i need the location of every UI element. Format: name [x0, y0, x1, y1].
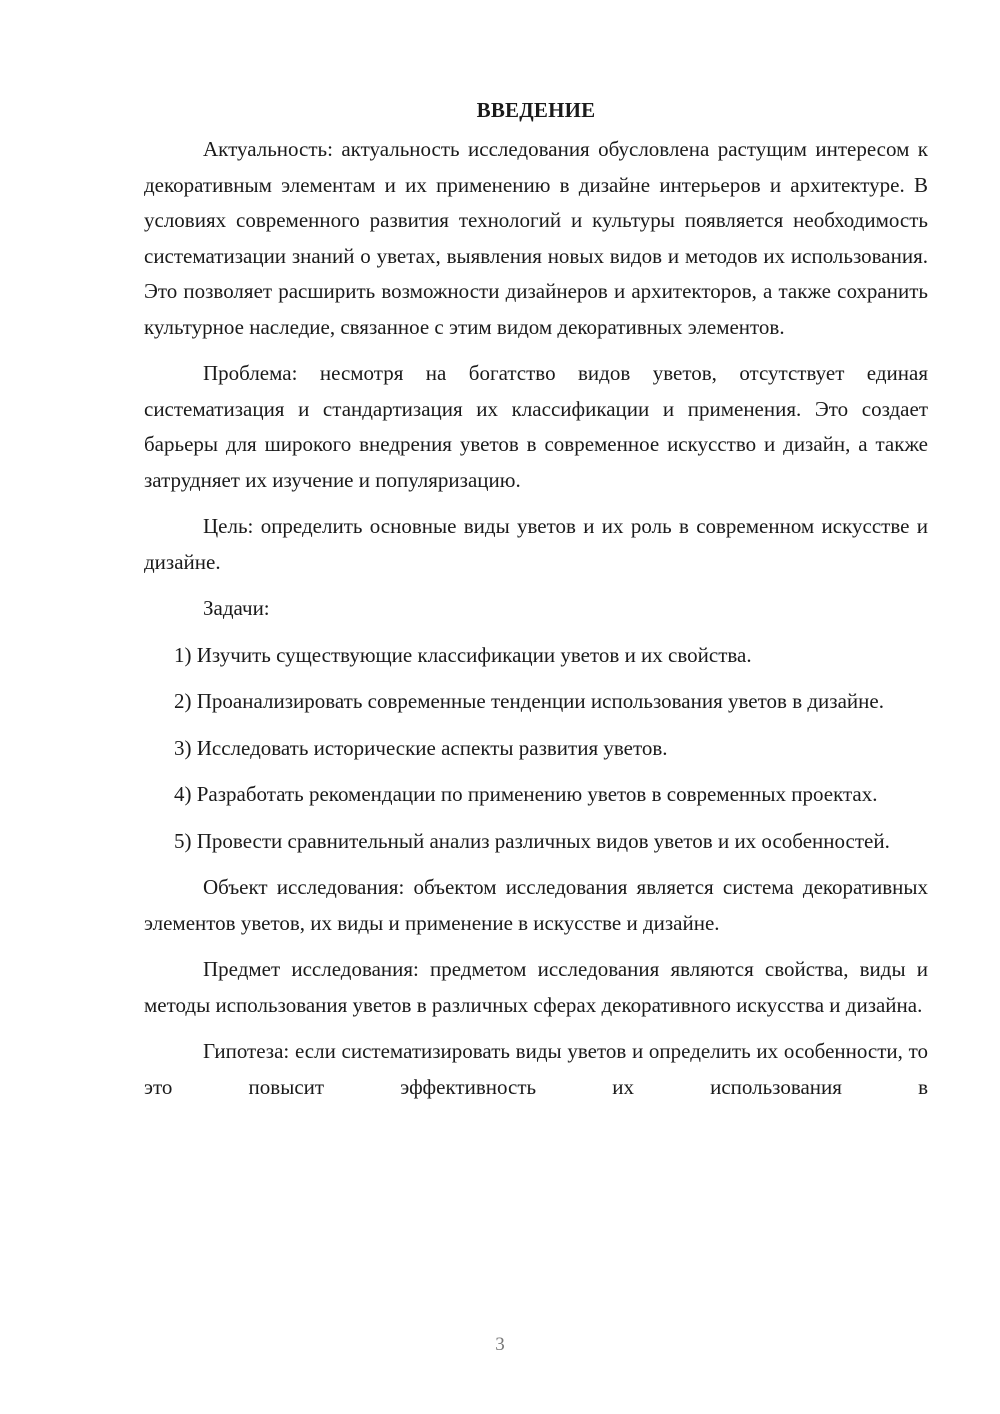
section-title: ВВЕДЕНИЕ — [476, 98, 596, 122]
paragraph-relevance: Актуальность: актуальность исследования обусловлена растущим интересом к декоративным элементам и их применению в дизайне интерьеров и архитектуре. В условиях современного развития технологий и культуры появляется необходимость систематизации знаний о уветах, выявления новых видов и методов их использования. Это позволяет расширить возможности дизайнеров и архитекторов, а также сохранить культурное наследие, связанное с этим видом декоративных элементов. — [144, 137, 928, 339]
task-item-1: 1) Изучить существующие классификации уветов и их свойства. — [174, 642, 752, 667]
document-page — [144, 92, 928, 1116]
page-number: 3 — [495, 1334, 505, 1355]
task-item-4: 4) Разработать рекомендации по применению уветов в современных проектах. — [174, 782, 878, 806]
task-item-5: 5) Провести сравнительный анализ различных видов уветов и их особенностей. — [174, 828, 890, 853]
paragraph-subject: Предмет исследования: предметом исследования являются свойства, виды и методы использования уветов в различных сферах декоративного искусства и дизайна. — [144, 957, 928, 1017]
paragraph-tasks-heading: Задачи: — [203, 596, 270, 620]
paragraph-goal: Цель: определить основные виды уветов и их роль в современном искусстве и дизайне. — [144, 514, 928, 574]
paragraph-object: Объект исследования: объектом исследования является система декоративных элементов уветов, их виды и применение в искусстве и дизайне. — [144, 875, 928, 935]
task-item-3: 3) Исследовать исторические аспекты развития уветов. — [174, 735, 668, 760]
paragraph-problem: Проблема: несмотря на богатство видов уветов, отсутствует единая систематизация и стандартизация их классификации и применения. Это создает барьеры для широкого внедрения уветов в современное искусство и дизайн, а также затрудняет их изучение и популяризацию. — [144, 361, 928, 492]
task-item-2: 2) Проанализировать современные тенденции использования уветов в дизайне. — [174, 689, 884, 713]
paragraph-hypothesis: Гипотеза: если систематизировать виды уветов и определить их особенности, то это повысит эффективность их использования в — [144, 1039, 928, 1099]
